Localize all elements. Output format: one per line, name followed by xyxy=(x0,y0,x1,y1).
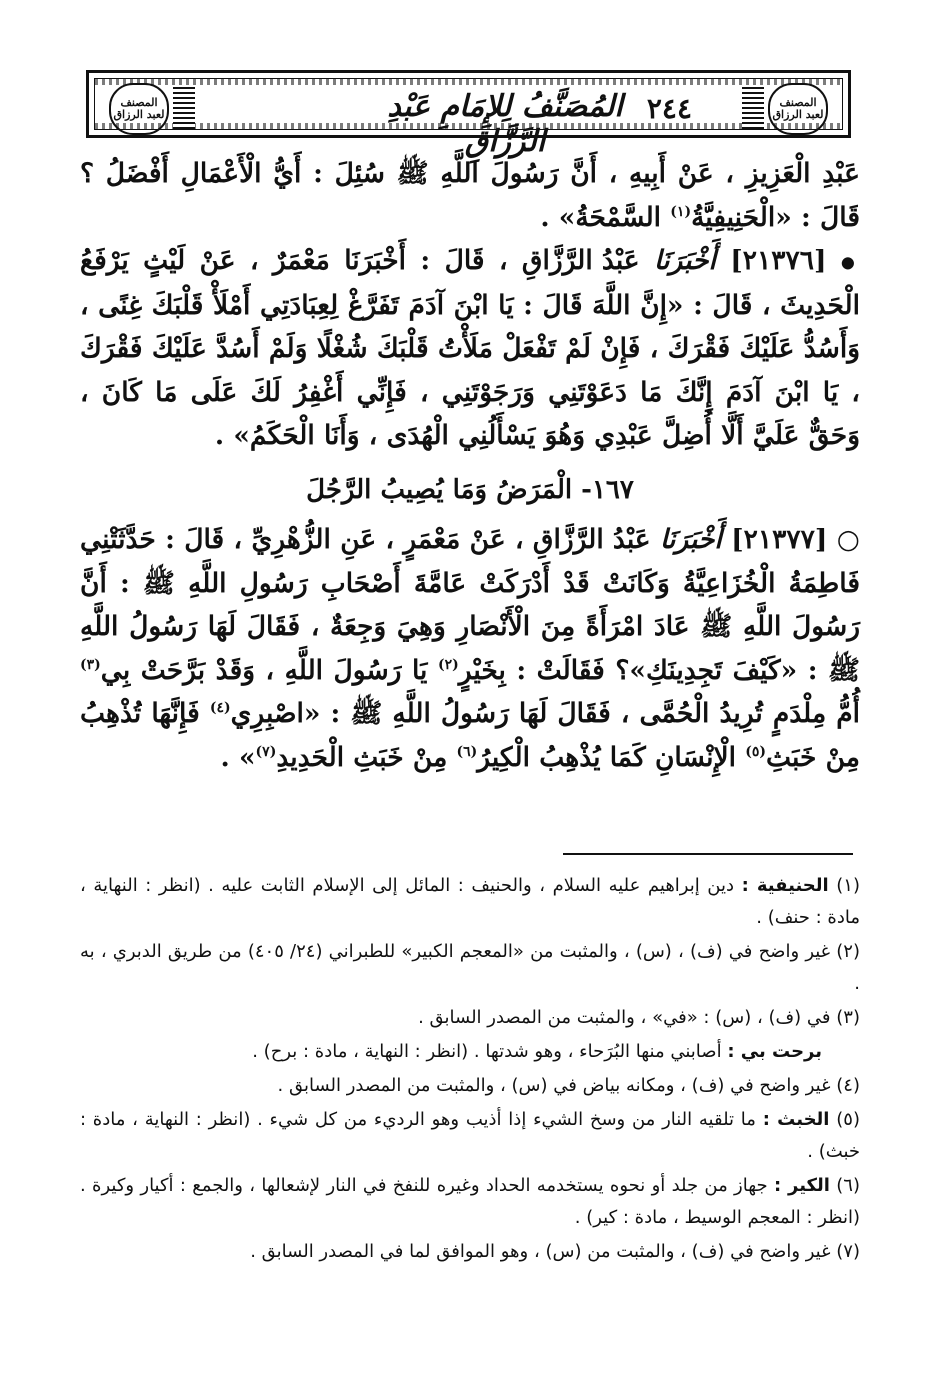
hadith-text-end: » . xyxy=(220,741,256,773)
hadith-21377 xyxy=(80,518,860,779)
chapter-title: ١٦٧- الْمَرَضُ وَمَا يُصِيبُ الرَّجُلَ xyxy=(306,474,634,505)
seal-left-text: المصنف لعبد الرزاق xyxy=(113,96,165,121)
hadith-text: الْإِنْسَانِ كَمَا يُذْهِبُ الْكِيرُ xyxy=(477,741,736,773)
hadith-21376 xyxy=(80,239,860,458)
footnote-ref: (١) xyxy=(670,203,692,220)
hadith-continuation xyxy=(80,152,860,239)
header-ornament-top xyxy=(95,79,842,85)
footnote-ref: (٥) xyxy=(745,743,766,760)
footnote-ref: (٤) xyxy=(209,700,231,717)
footnote-item: برحت بي : أصابني منها البُرَحاء ، وهو شدتها . (انظر : النهاية ، مادة : برح) . xyxy=(252,1041,822,1062)
footnote-ref: (٦) xyxy=(456,743,478,760)
ornament-left-icon xyxy=(173,85,195,129)
footnote-ref: (٧) xyxy=(255,743,277,760)
hadith-opening: أَخْبَرَنَا xyxy=(659,524,722,556)
hadith-number: [٢١٣٧٦] xyxy=(730,245,827,276)
footnote-separator xyxy=(563,853,853,855)
book-title: المُصَنَّفُ لِلإِمَامِ عَبْدِ الرَّزَّاقِ xyxy=(387,89,623,159)
footnote-item: (٢) غير واضح في (ف) ، (س) ، والمثبت من «المعجم الكبير» للطبراني (٢٤/ ٤٠٥) من طريق الدبري ، به . xyxy=(80,941,860,994)
footnote-ref: (٢) xyxy=(437,656,459,673)
page-number: ٢٤٤ xyxy=(646,92,692,125)
footnote-item: (١) الحنيفية : دين إبراهيم عليه السلام ، والحنيف : المائل إلى الإسلام الثابت عليه . (انظر : النهاية ، مادة : حنف) . xyxy=(80,875,860,928)
footnote-item: (٣) في (ف) ، (س) : «في» ، والمثبت من المصدر السابق . xyxy=(418,1007,860,1028)
ornament-right-icon xyxy=(742,85,764,129)
hadith-text: أُمُّ مِلْدَمٍ تُرِيدُ الْحُمَّى ، فَقَالَ لَهَا رَسُولُ اللَّهِ ﷺ : «اصْبِرِي xyxy=(230,698,860,730)
main-text xyxy=(80,152,860,779)
bullet-icon: ● xyxy=(840,252,860,272)
hadith-text: عَبْدُ الرَّزَّاقِ ، عَنْ مَعْمَرٍ ، عَنِ الزُّهْرِيِّ ، قَالَ : حَدَّثَتْنِي فَاطِمَةُ الْخُزَاعِيَّةُ وَكَانَتْ قَدْ أَدْرَكَتْ عَامَّةَ أَصْحَابِ رَسُولِ اللَّهِ ﷺ : أَنَّ رَسُولَ اللَّهِ ﷺ عَادَ امْرَأَةً مِنَ الْأَنْصَارِ وَهِيَ وَجِعَةٌ ، فَقَالَ لَهَا رَسُولُ اللَّهِ ﷺ : «كَيْفَ تَجِدِينَكِ»؟ فَقَالَتْ : بِخَيْرٍ xyxy=(80,524,860,686)
hadith-text: عَبْدُ الرَّزَّاقِ ، قَالَ : أَخْبَرَنَا مَعْمَرٌ ، عَنْ لَيْثٍ يَرْفَعُ الْحَدِيثَ ، قَالَ : «إِنَّ اللَّهَ قَالَ : يَا ابْنَ آدَمَ تَفَرَّغْ لِعِبَادَتِي أَمْلَأْ قَلْبَكَ غِنًى ، وَأَسُدُّ عَلَيْكَ فَقْرَكَ ، فَإِنْ لَمْ تَفْعَلْ مَلَأْتُ قَلْبَكَ شُغْلًا وَلَمْ أَسُدَّ عَلَيْكَ فَقْرَكَ ، يَا ابْنَ آدَمَ إِنَّكَ مَا دَعَوْتَنِي وَرَجَوْتَنِي ، فَإِنِّي أَغْفِرُ لَكَ عَلَى مَا كَانَ ، وَحَقٌّ عَلَيَّ أَلَّا أُضِلَّ عَبْدِي وَهُوَ يَسْأَلُنِي الْهُدَى ، وَأَنَا الْحَكَمُ» . xyxy=(80,245,860,452)
hadith-text: مِنْ خَبَثِ الْحَدِيدِ xyxy=(276,741,448,773)
footnote-item: (٦) الكير : جهاز من جلد أو نحوه يستخدمه الحداد وغيره للنفخ في النار لإشعالها ، والجمع : أكيار وكيرة . (انظر : المعجم الوسيط ، مادة : كير) . xyxy=(80,1175,860,1228)
hadith-text-end: السَّمْحَةُ» . xyxy=(540,201,662,233)
header-inner-frame xyxy=(94,78,843,159)
footnote-item: (٥) الخبث : ما تلقيه النار من وسخ الشيء إذا أذيب وهو الرديء من كل شيء . (انظر : النهاية ، مادة : خبث) . xyxy=(80,1109,860,1162)
hadith-text: يَا رَسُولَ اللَّهِ ، وَقَدْ بَرَّحَتْ بِي xyxy=(100,654,428,686)
circle-mark-icon: ○ xyxy=(836,524,860,556)
hadith-text: فَإِنَّهَا تُذْهِبُ مِنْ خَبَثِ xyxy=(80,698,860,773)
page-header xyxy=(86,70,851,159)
seal-right-text: المصنف لعبد الرزاق xyxy=(772,96,824,121)
seal-right-icon xyxy=(768,83,828,135)
footnote-item: (٤) غير واضح في (ف) ، ومكانه بياض في (س) ، والمثبت من المصدر السابق . xyxy=(277,1075,860,1096)
hadith-number: [٢١٣٧٧] xyxy=(731,524,828,556)
footnote-ref: (٣) xyxy=(80,656,101,673)
seal-left-icon xyxy=(109,83,169,135)
footnotes xyxy=(80,870,860,1270)
footnote-item: (٧) غير واضح في (ف) ، والمثبت من (س) ، وهو الموافق لما في المصدر السابق . xyxy=(250,1241,860,1262)
hadith-opening: أَخْبَرَنَا xyxy=(654,245,716,276)
hadith-text: عَبْدِ الْعَزِيزِ ، عَنْ أَبِيهِ ، أَنَّ رَسُولَ اللَّهِ ﷺ سُئِلَ : أَيُّ الْأَعْمَالِ أَفْضَلُ ؟ قَالَ : «الْحَنِيفِيَّةُ xyxy=(80,158,860,233)
